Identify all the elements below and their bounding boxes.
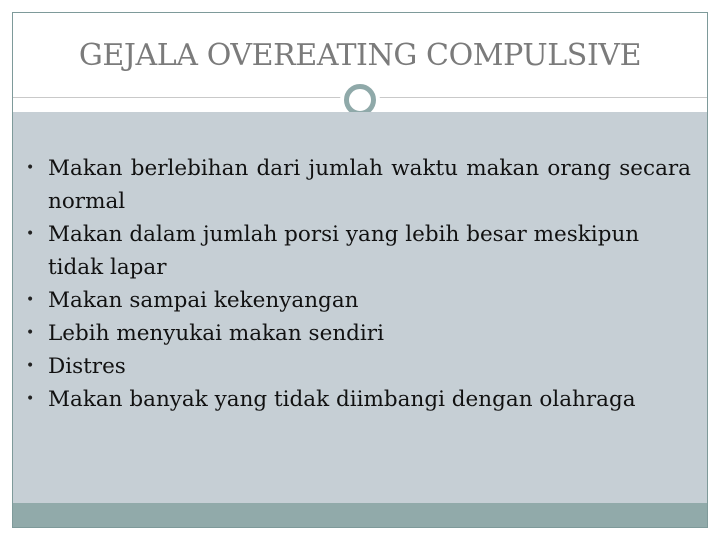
bullet-list xyxy=(13,152,707,416)
bullet-item xyxy=(13,317,707,350)
bullet-dot-icon: • xyxy=(26,325,35,341)
bullet-text: Lebih menyukai makan sendiri xyxy=(48,321,384,346)
bullet-text: Makan sampai kekenyangan xyxy=(48,288,359,313)
bullet-dot-icon: • xyxy=(26,226,35,242)
bullet-dot-icon: • xyxy=(26,160,35,176)
bullet-text: Makan berlebihan dari jumlah waktu makan orang secara normal xyxy=(48,156,691,214)
bullet-dot-icon: • xyxy=(26,292,35,308)
bullet-text: Makan banyak yang tidak diimbangi dengan olahraga xyxy=(48,387,636,412)
footer-accent-bar xyxy=(13,503,707,527)
bullet-dot-icon: • xyxy=(26,358,35,374)
bullet-dot-icon: • xyxy=(26,391,35,407)
slide-title: GEJALA OVEREATING COMPULSIVE xyxy=(78,38,642,73)
bullet-item xyxy=(13,383,707,416)
bullet-item xyxy=(13,350,707,383)
bullet-item xyxy=(13,218,707,284)
bullet-text: Makan dalam jumlah porsi yang lebih besar meskipun tidak lapar xyxy=(48,222,640,280)
content-panel xyxy=(13,112,707,503)
bullet-item xyxy=(13,152,707,218)
bullet-text: Distres xyxy=(48,354,126,379)
bullet-item xyxy=(13,284,707,317)
